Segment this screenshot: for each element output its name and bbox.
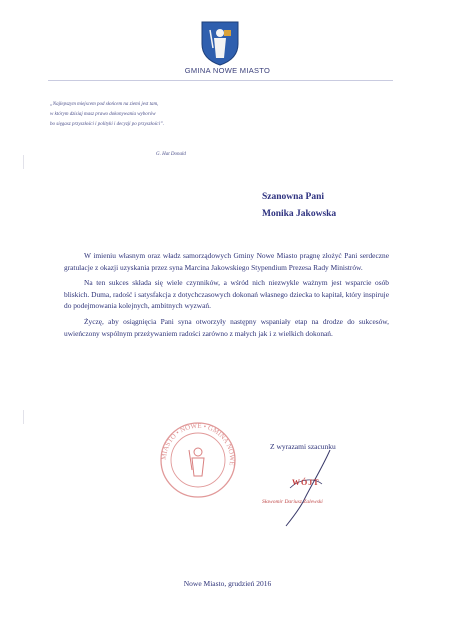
signer-name: Sławomir Dariusz Zalewski [262, 499, 323, 505]
quote-author: G. Hat Donald [156, 152, 186, 157]
signer-title: WÓJT [292, 478, 320, 487]
organization-name: GMINA NOWE MIASTO [184, 66, 271, 75]
coat-of-arms-icon [199, 18, 241, 66]
letter-body [64, 250, 389, 343]
handwritten-signature [260, 448, 360, 528]
official-seal-stamp [158, 420, 238, 500]
body-paragraph: Na ten sukces składa się wiele czynników, a wśród nich niezwykle ważnym jest wsparcie osób bliskich. Duma, radość i satysfakcja z dotychczasowych dokonań własnego dziecka to kapitał, który inspiruje do podejmowania kolejnych, ambitnych wyzwań. [64, 278, 389, 311]
salutation: Szanowna Pani [262, 192, 325, 202]
edge-mark [23, 410, 24, 424]
addressee-name: Monika Jakowska [262, 209, 337, 219]
body-paragraph: W imieniu własnym oraz władz samorządowych Gminy Nowe Miasto pragnę złożyć Pani serdeczne gratulacje z okazji uzyskania przez syna Marcina Jakowskiego Stypendium Prezesa Rady Ministrów. [64, 251, 389, 272]
header-divider [48, 80, 393, 81]
epigraph-quote [50, 100, 310, 130]
quote-line: bo sięgasz przyszłości i polityki i decyzji po przyszłości”. [50, 122, 165, 127]
closing-phrase: Z wyrazami szacunku [270, 442, 336, 451]
quote-line: „Najlepszym miejscem pod słońcem na ziemi jest tam, [50, 102, 159, 107]
body-paragraph: Życzę, aby osiągnięcia Pani syna otworzyły następny wspaniały etap na drodze do sukcesów, uwieńczony wspólnym przeżywaniem radości zarówno z małych jak i z wielkich dokonań. [64, 316, 389, 338]
edge-mark [23, 155, 24, 169]
quote-line: w którym dzisiaj masz prawo dokonywania wyborów [50, 112, 156, 117]
place-and-date: Nowe Miasto, grudzień 2016 [183, 579, 272, 588]
seal-text: MIASTO • NOWE • GMINA NOWE [159, 421, 237, 467]
